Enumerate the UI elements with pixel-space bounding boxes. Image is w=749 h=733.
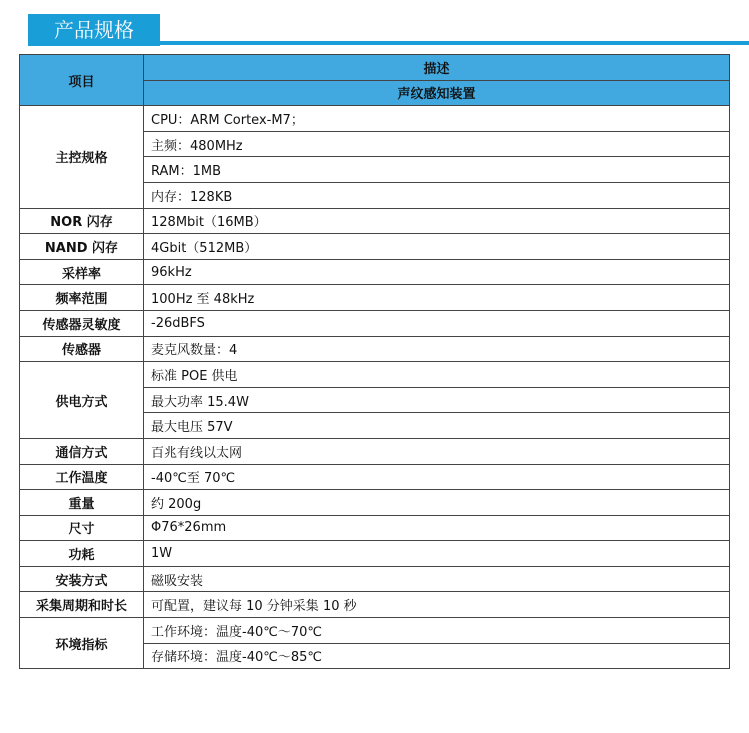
row-value: 存储环境：温度-40℃～85℃ bbox=[144, 643, 730, 669]
row-value: 可配置，建议每 10 分钟采集 10 秒 bbox=[144, 592, 730, 618]
row-label: 环境指标 bbox=[20, 618, 144, 669]
table-row bbox=[20, 310, 730, 336]
table-row bbox=[20, 515, 730, 541]
row-value: 4Gbit（512MB） bbox=[144, 234, 730, 260]
row-value: 主频：480MHz bbox=[144, 131, 730, 157]
spec-table-body bbox=[20, 55, 730, 669]
spec-table bbox=[19, 54, 730, 669]
row-label: 传感器灵敏度 bbox=[20, 310, 144, 336]
row-value: -40℃至 70℃ bbox=[144, 464, 730, 490]
row-value: 约 200g bbox=[144, 490, 730, 516]
table-row bbox=[20, 490, 730, 516]
row-label: 功耗 bbox=[20, 541, 144, 567]
section-header bbox=[0, 10, 749, 46]
row-value: 内存：128KB bbox=[144, 182, 730, 208]
row-value: 1W bbox=[144, 541, 730, 567]
row-label: 尺寸 bbox=[20, 515, 144, 541]
row-label: 安装方式 bbox=[20, 566, 144, 592]
table-row bbox=[20, 336, 730, 362]
header-desc: 描述 bbox=[144, 55, 730, 81]
table-row bbox=[20, 208, 730, 234]
row-value: RAM：1MB bbox=[144, 157, 730, 183]
row-value: 工作环境：温度-40℃～70℃ bbox=[144, 618, 730, 644]
header-item: 项目 bbox=[20, 55, 144, 106]
table-row bbox=[20, 234, 730, 260]
table-row bbox=[20, 285, 730, 311]
table-row bbox=[20, 362, 730, 388]
table-row bbox=[20, 618, 730, 644]
row-value: 标准 POE 供电 bbox=[144, 362, 730, 388]
row-value: 100Hz 至 48kHz bbox=[144, 285, 730, 311]
row-value: 96kHz bbox=[144, 259, 730, 285]
row-label: 供电方式 bbox=[20, 362, 144, 439]
row-label: 工作温度 bbox=[20, 464, 144, 490]
header-row bbox=[20, 55, 730, 81]
section-rule bbox=[160, 41, 749, 45]
row-value: 128Mbit（16MB） bbox=[144, 208, 730, 234]
table-row bbox=[20, 106, 730, 132]
table-row bbox=[20, 464, 730, 490]
table-row bbox=[20, 566, 730, 592]
row-value: 最大电压 57V bbox=[144, 413, 730, 439]
row-value: Φ76*26mm bbox=[144, 515, 730, 541]
row-label: NOR 闪存 bbox=[20, 208, 144, 234]
row-value: 麦克风数量：4 bbox=[144, 336, 730, 362]
row-label: 采样率 bbox=[20, 259, 144, 285]
table-row bbox=[20, 259, 730, 285]
row-value: 磁吸安装 bbox=[144, 566, 730, 592]
row-value: 最大功率 15.4W bbox=[144, 387, 730, 413]
header-product: 声纹感知装置 bbox=[144, 80, 730, 106]
row-label: 重量 bbox=[20, 490, 144, 516]
row-label: 传感器 bbox=[20, 336, 144, 362]
row-label: 采集周期和时长 bbox=[20, 592, 144, 618]
row-label: 频率范围 bbox=[20, 285, 144, 311]
row-value: 百兆有线以太网 bbox=[144, 438, 730, 464]
row-label: NAND 闪存 bbox=[20, 234, 144, 260]
row-label: 主控规格 bbox=[20, 106, 144, 208]
row-value: CPU：ARM Cortex-M7； bbox=[144, 106, 730, 132]
table-row bbox=[20, 541, 730, 567]
row-label: 通信方式 bbox=[20, 438, 144, 464]
section-title: 产品规格 bbox=[28, 14, 160, 46]
table-row bbox=[20, 592, 730, 618]
table-row bbox=[20, 438, 730, 464]
row-value: -26dBFS bbox=[144, 310, 730, 336]
